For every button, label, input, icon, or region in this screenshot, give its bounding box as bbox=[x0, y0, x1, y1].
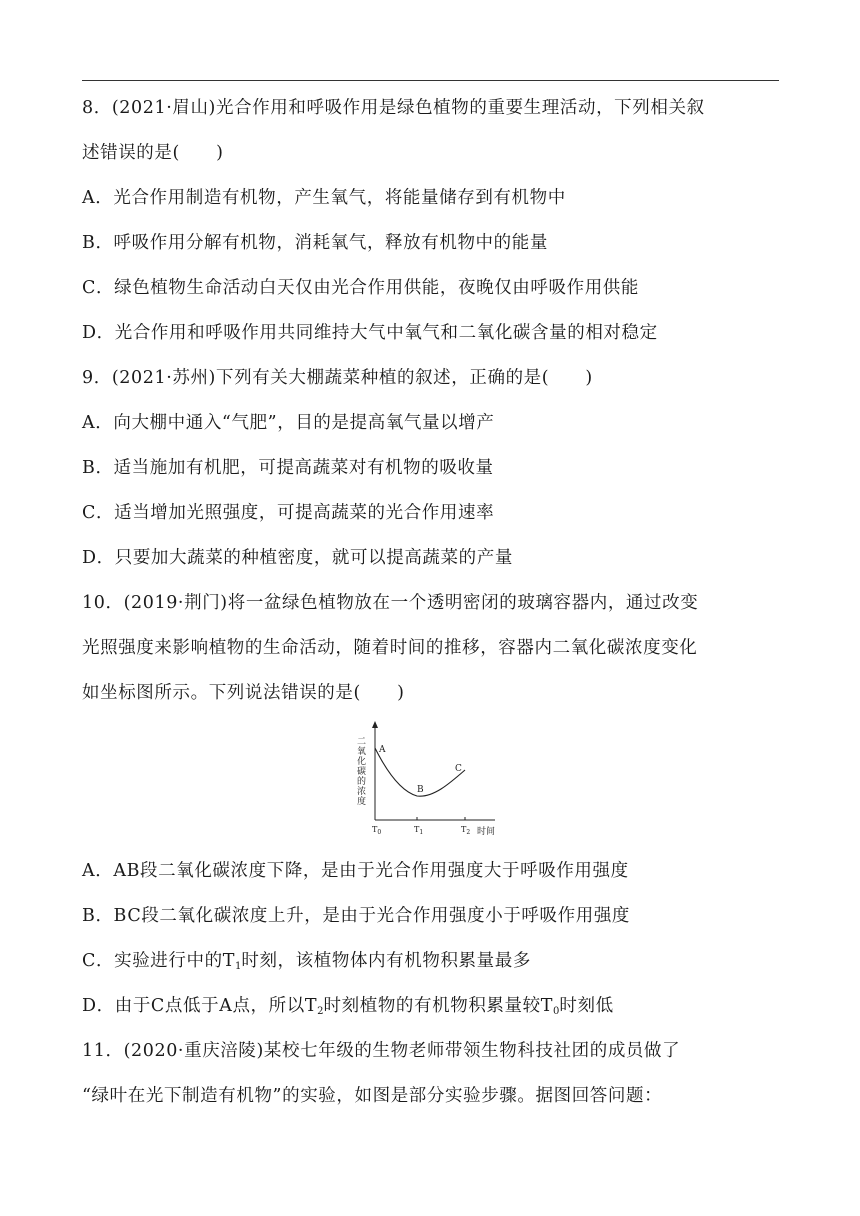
x-axis-label: 时间 bbox=[477, 827, 496, 837]
header-rule bbox=[82, 80, 779, 81]
q10-option-d-text1: D．由于C点低于A点，所以T bbox=[82, 996, 318, 1016]
y-axis-label: 二氧化碳的浓度 bbox=[355, 736, 365, 806]
x-tick-t0: $T_0$ bbox=[372, 825, 382, 836]
q9-option-a: A．向大棚中通入“气肥”，目的是提高氧气量以增产 bbox=[82, 413, 495, 433]
q10-option-d-text3: 时刻低 bbox=[559, 996, 614, 1016]
q10-stem-line2: 光照强度来影响植物的生命活动，随着时间的推移，容器内二氧化碳浓度变化 bbox=[82, 638, 698, 658]
q9-option-b: B．适当施加有机肥，可提高蔬菜对有机物的吸收量 bbox=[82, 458, 494, 478]
q10-option-d-sub2: 0 bbox=[553, 1006, 560, 1017]
q8-option-a: A．光合作用制造有机物，产生氧气，将能量储存到有机物中 bbox=[82, 188, 566, 208]
q10-option-d bbox=[82, 994, 782, 1024]
point-a-label: A bbox=[379, 745, 386, 755]
q8-stem-line1: 8．(2021·眉山)光合作用和呼吸作用是绿色植物的重要生理活动，下列相关叙 bbox=[82, 98, 705, 118]
point-c-label: C bbox=[455, 764, 462, 774]
q10-option-c-text1: C．实验进行中的T bbox=[82, 951, 235, 971]
q10-stem-line3: 如坐标图所示。下列说法错误的是( ) bbox=[82, 683, 405, 703]
q10-option-c bbox=[82, 949, 782, 979]
q8-option-c: C．绿色植物生命活动白天仅由光合作用供能，夜晚仅由呼吸作用供能 bbox=[82, 278, 639, 298]
point-b-label: B bbox=[417, 785, 424, 795]
q8-option-b: B．呼吸作用分解有机物，消耗氧气，释放有机物中的能量 bbox=[82, 233, 548, 253]
q10-option-d-sub1: 2 bbox=[317, 1006, 324, 1017]
q9-option-d: D．只要加大蔬菜的种植密度，就可以提高蔬菜的产量 bbox=[82, 548, 513, 568]
q10-option-b: B．BC段二氧化碳浓度上升，是由于光合作用强度小于呼吸作用强度 bbox=[82, 906, 631, 926]
q11-stem-line2: “绿叶在光下制造有机物”的实验，如图是部分实验步骤。据图回答问题： bbox=[82, 1086, 663, 1106]
q11-stem-line1: 11．(2020·重庆涪陵)某校七年级的生物老师带领生物科技社团的成员做了 bbox=[82, 1041, 681, 1061]
q9-option-c: C．适当增加光照强度，可提高蔬菜的光合作用速率 bbox=[82, 503, 495, 523]
q9-stem-line1: 9．(2021·苏州)下列有关大棚蔬菜种植的叙述，正确的是( ) bbox=[82, 368, 593, 388]
q10-stem-line1: 10．(2019·荆门)将一盆绿色植物放在一个透明密闭的玻璃容器内，通过改变 bbox=[82, 593, 699, 613]
y-axis-arrow-icon bbox=[372, 721, 378, 728]
q10-option-a: A．AB段二氧化碳浓度下降，是由于光合作用强度大于呼吸作用强度 bbox=[82, 861, 629, 881]
x-tick-t1: $T_1$ bbox=[414, 825, 424, 836]
q10-option-c-text2: 时刻，该植物体内有机物积累量最多 bbox=[241, 951, 531, 971]
x-tick-t2: $T_2$ bbox=[461, 825, 471, 836]
q10-option-c-sub: 1 bbox=[234, 961, 242, 972]
q10-option-d-text2: 时刻植物的有机物积累量较T bbox=[323, 996, 553, 1016]
q8-stem-line2: 述错误的是( ) bbox=[82, 143, 224, 163]
co2-concentration-figure bbox=[355, 720, 505, 840]
q8-option-d: D．光合作用和呼吸作用共同维持大气中氧气和二氧化碳含量的相对稳定 bbox=[82, 323, 658, 343]
